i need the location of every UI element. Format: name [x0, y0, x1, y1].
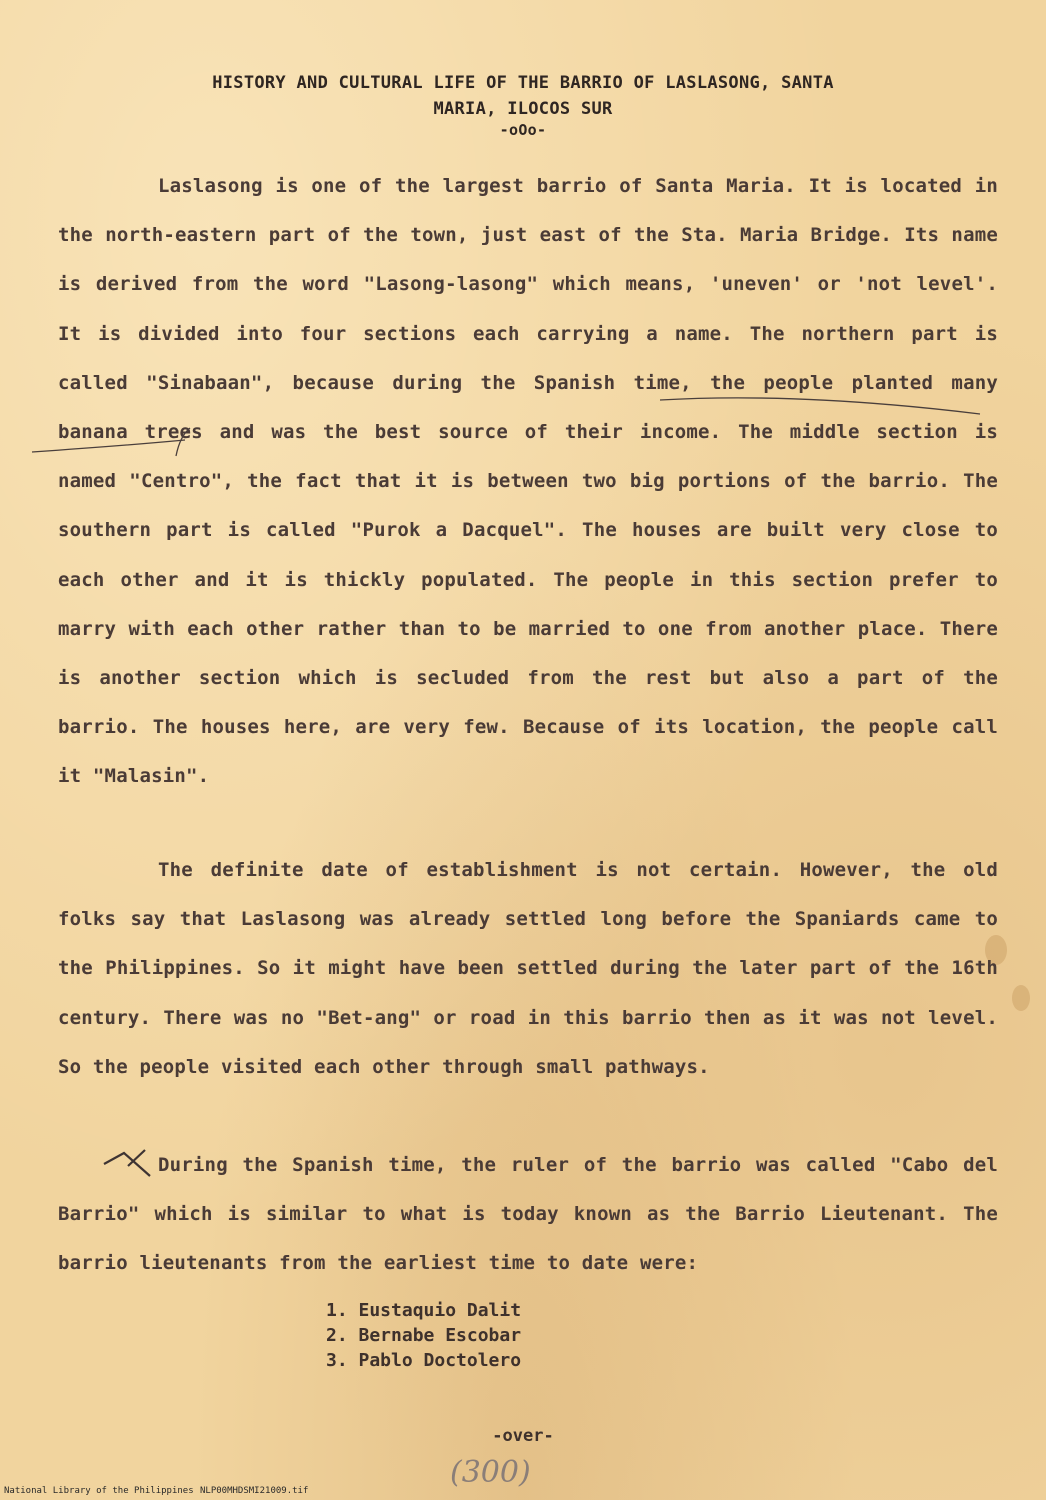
document-title-line1: HISTORY AND CULTURAL LIFE OF THE BARRIO OF LASLASONG, SANTA — [212, 73, 834, 93]
list-item: 3. Pablo Doctolero — [326, 1350, 522, 1371]
document-title-line2: MARIA, ILOCOS SUR — [433, 99, 613, 119]
paragraph-text: During the Spanish time, the ruler of the barrio was called "Cabo del Barrio" which is similar to what is today known as the Barrio Lieutenant. The barrio lieutenants from the earliest time to date were: — [58, 1154, 998, 1275]
paragraph-text: Laslasong is one of the largest barrio of Santa Maria. It is located in the north-eastern part of the town, just east of the Sta. Maria Bridge. Its name is derived from the word "Lasong-lasong" which means, 'uneven' or 'not level'. It is divided into four sections each carrying a name. The northern part is called "Sinabaan", because during the Spanish time, the people planted many banana trees and was the best source of their income. The middle section is named "Centro", the fact that it is between two big portions of the barrio. The southern part is called "Purok a Dacquel". The houses are built very close to each other and it is thickly populated. The people in this section prefer to marry with each other rather than to be married to one from another place. There is another section which is secluded from the rest but also a part of the barrio. The houses here, are very few. Because of its location, the people call it "Malasin". — [58, 175, 998, 788]
footer-file-id: NLP00MHDSMI21009.tif — [200, 1486, 309, 1496]
paper-stain — [1012, 985, 1030, 1011]
list-item: 1. Eustaquio Dalit — [326, 1300, 522, 1321]
title-ornament: -oOo- — [499, 121, 547, 139]
paragraph-3 — [58, 1141, 998, 1289]
footer-library: National Library of the Philippines — [4, 1486, 194, 1496]
over-note: -over- — [492, 1426, 554, 1446]
handwritten-page-number: (300) — [450, 1455, 531, 1490]
list-item: 2. Bernabe Escobar — [326, 1325, 522, 1346]
paragraph-text: The definite date of establishment is not certain. However, the old folks say that Laslasong was already settled long before the Spaniards came to the Philippines. So it might have been settled during the later part of the 16th century. There was no "Bet-ang" or road in this barrio then as it was not level. So the people visited each other through small pathways. — [58, 859, 998, 1078]
paragraph-2 — [58, 846, 998, 1092]
paragraph-1 — [58, 162, 998, 802]
lieutenant-list — [326, 1298, 521, 1373]
